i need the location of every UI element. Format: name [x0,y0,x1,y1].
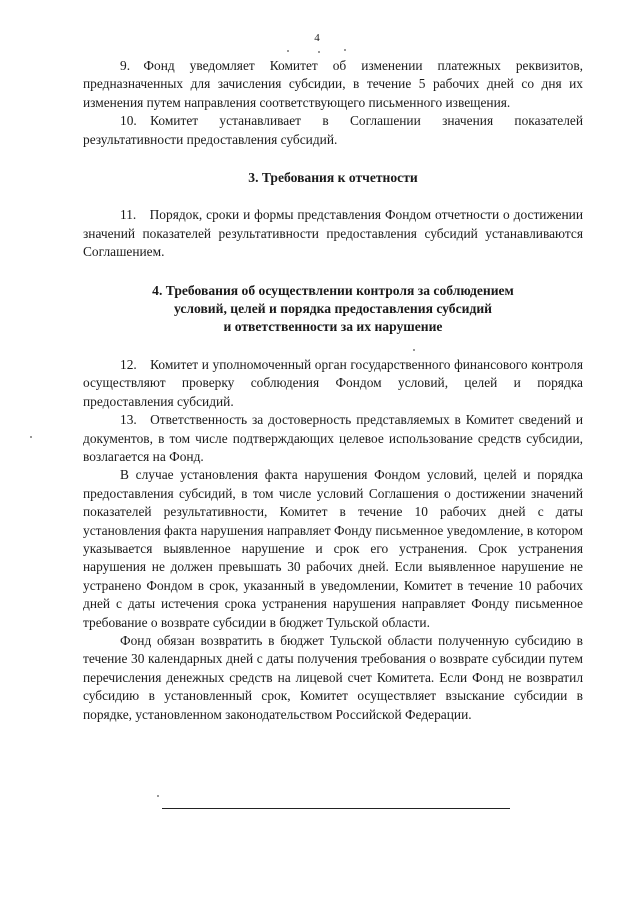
section-4-heading [83,282,583,337]
footer-divider [162,808,510,809]
paragraph-refund: Фонд обязан возвратить в бюджет Тульской области полученную субсидию в течение 30 календарных дней с даты получения требования о возврате субсидии путем перечисления денежных средств на лицевой счет Комитета. Если Фонд не возвратил субсидию в установленный срок, Комитет осуществляет взыскание субсидии в порядке, установленном законодательством Российской Федерации. [83,632,583,722]
section-4-heading-line: условий, целей и порядка предоставления субсидий [173,301,493,317]
paragraph-9: 9. Фонд уведомляет Комитет об изменении платежных реквизитов, предназначенных для зачисления субсидии, в течение 5 рабочих дней со дня их изменения путем направления соответствующего письменного извещения. [83,58,583,110]
paragraph-violation: В случае установления факта нарушения Фондом условий, целей и порядка предоставления субсидий, в том числе условий Соглашения о достижении значений показателей результативности, Комитет в течение 10 рабочих дней с даты установления факта нарушения направляет Фонду письменное уведомление, в котором указывается выявленное нарушение и срок его устранения. Срок устранения нарушения не должен превышать 30 рабочих дней. Если выявленное нарушение не устранено Фондом в срок, указанный в уведомлении, Комитет в течение 10 рабочих дней с даты истечения срока устранения нарушения направляет Фонду письменное требование о возврате субсидии в бюджет Тульской области. [83,467,583,630]
paragraph-12: 12. Комитет и уполномоченный орган государственного финансового контроля осуществляют проверку соблюдения Фондом условий, целей и порядка предоставления субсидий. [83,356,583,409]
section-3-heading: 3. Требования к отчетности [248,170,418,186]
paragraph-13: 13. Ответственность за достоверность представляемых в Комитет сведений и документов, в том числе подтверждающих целевое использование средств субсидии, возлагается на Фонд. [83,412,583,464]
scan-speck [318,51,320,53]
page-number: 4 [314,32,320,44]
scan-speck [30,436,32,438]
document-body [83,57,583,724]
scan-speck [344,49,346,51]
paragraph-10: 10. Комитет устанавливает в Соглашении значения показателей результативности предоставления субсидий. [83,113,583,147]
scan-speck [413,349,415,351]
section-4-heading-line: 4. Требования об осуществлении контроля за соблюдением [152,282,514,298]
paragraph-11: 11. Порядок, сроки и формы представления Фондом отчетности о достижении значений показателей результативности предоставления субсидий устанавливаются Соглашением. [83,207,583,260]
section-4-heading-line: и ответственности за их нарушение [223,319,443,335]
scan-speck [287,50,289,52]
scan-speck [157,795,159,797]
